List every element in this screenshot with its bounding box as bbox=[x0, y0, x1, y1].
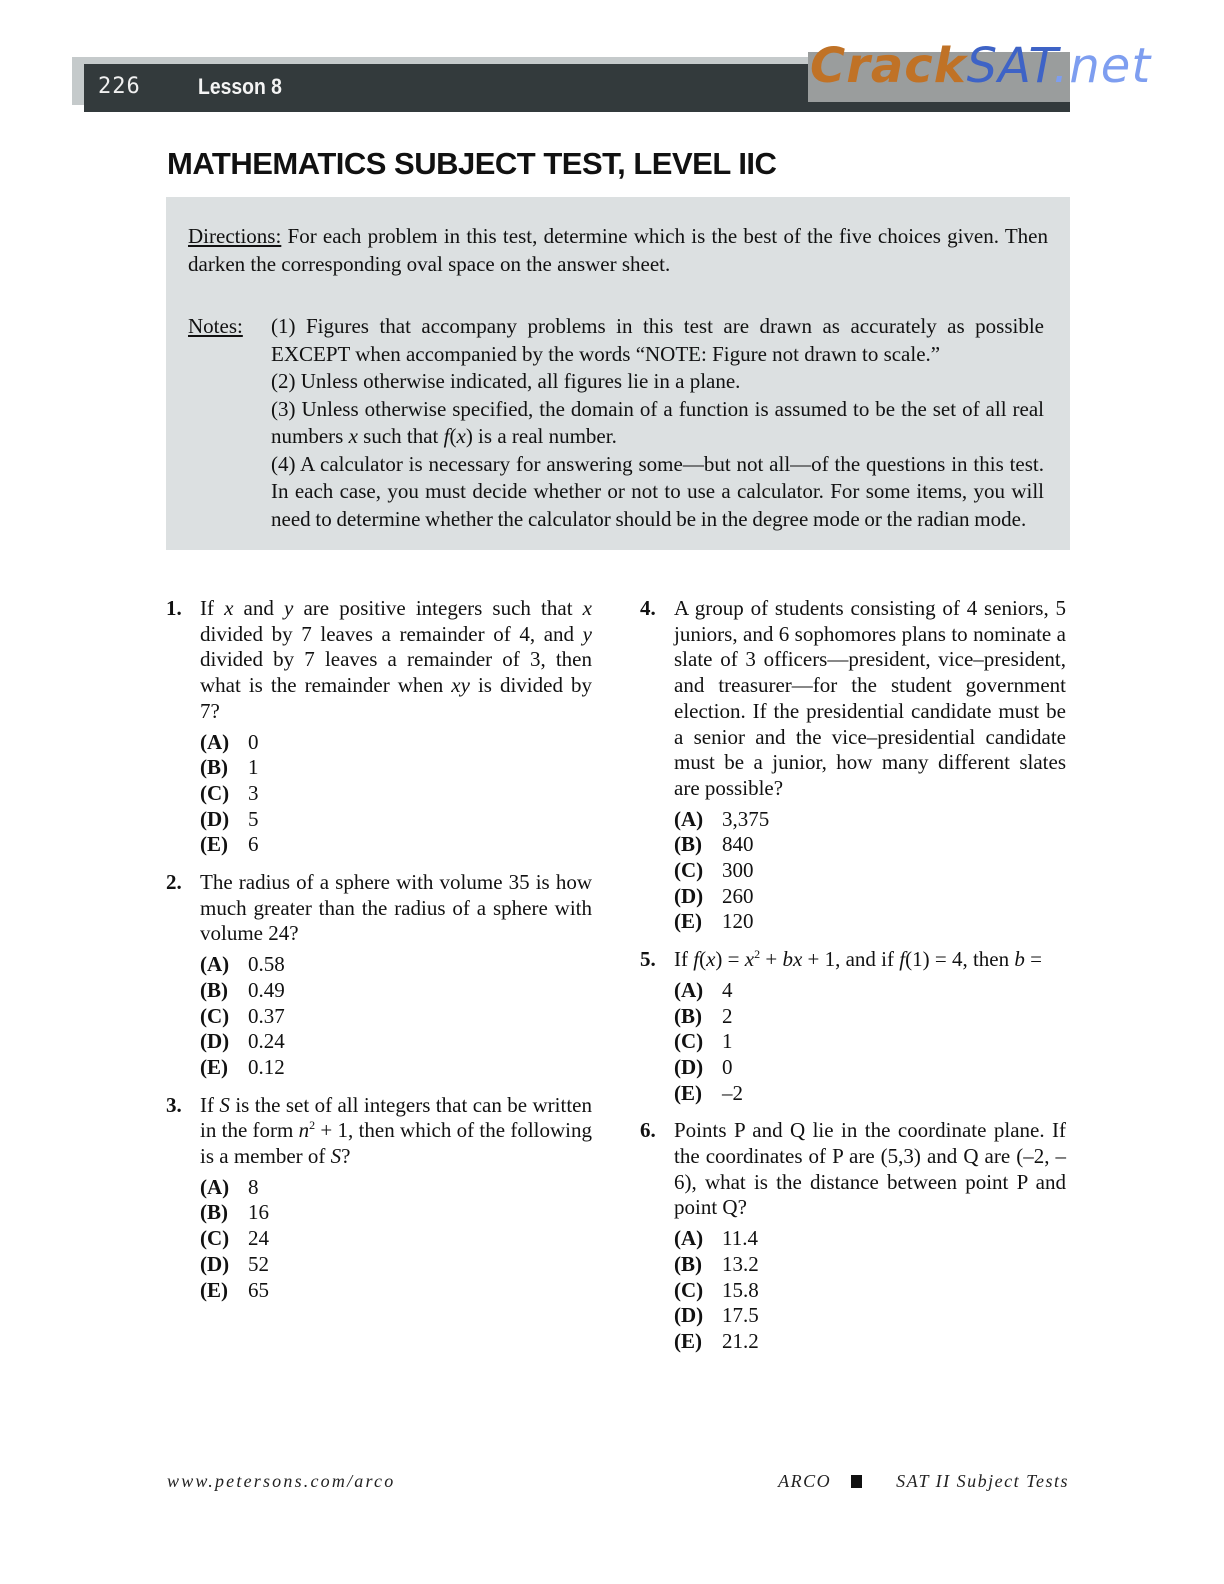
choice-letter: (B) bbox=[674, 1003, 702, 1028]
answer-choices bbox=[674, 807, 1070, 936]
square-bullet-icon bbox=[851, 1475, 862, 1488]
question-text: If S is the set of all integers that can be written in the form $n^2 + 1$, then which of the following is a member of S? bbox=[200, 1092, 592, 1169]
question-5 bbox=[640, 947, 1070, 1106]
footer-publisher: ARCO bbox=[778, 1471, 832, 1491]
choice-letter: (E) bbox=[674, 1328, 702, 1353]
choice-value: 6 bbox=[248, 832, 259, 857]
question-number: 1. bbox=[166, 596, 182, 620]
answer-choice bbox=[200, 755, 596, 781]
choice-value: 24 bbox=[248, 1226, 269, 1251]
answer-choice bbox=[674, 1226, 1070, 1252]
choice-letter: (C) bbox=[674, 1277, 704, 1302]
choice-value: 260 bbox=[722, 883, 754, 908]
answer-choice bbox=[200, 952, 596, 978]
answer-choices bbox=[674, 1226, 1070, 1355]
choice-letter: (B) bbox=[200, 977, 228, 1002]
choice-value: 0.24 bbox=[248, 1029, 285, 1054]
choice-letter: (B) bbox=[200, 1200, 228, 1225]
footer-url: www.petersons.com/arco bbox=[167, 1471, 396, 1491]
choice-value: 15.8 bbox=[722, 1277, 759, 1302]
answer-choice bbox=[674, 1081, 1070, 1107]
answer-choice bbox=[674, 978, 1070, 1004]
answer-choices bbox=[200, 1175, 596, 1304]
questions-right-column bbox=[640, 596, 1070, 1363]
choice-letter: (D) bbox=[674, 1303, 704, 1328]
answer-choice bbox=[674, 884, 1070, 910]
choice-letter: (B) bbox=[200, 755, 228, 780]
question-2 bbox=[166, 870, 596, 1081]
page-title: MATHEMATICS SUBJECT TEST, LEVEL IIC bbox=[167, 146, 777, 181]
watermark-logo bbox=[810, 38, 1151, 94]
question-6 bbox=[640, 1118, 1070, 1354]
choice-value: 1 bbox=[722, 1029, 733, 1054]
question-number: 4. bbox=[640, 596, 656, 620]
answer-choice bbox=[674, 858, 1070, 884]
answer-choice bbox=[674, 807, 1070, 833]
choice-letter: (A) bbox=[674, 977, 704, 1002]
question-text: If x and y are positive integers such that x divided by 7 leaves a remainder of 4, and y divided by 7 leaves a remainder of 3, then what is the remainder when xy is divided by 7? bbox=[200, 596, 592, 723]
choice-letter: (B) bbox=[674, 832, 702, 857]
choice-value: 11.4 bbox=[722, 1226, 758, 1251]
choice-letter: (A) bbox=[200, 1174, 230, 1199]
answer-choice bbox=[674, 1029, 1070, 1055]
choice-letter: (E) bbox=[200, 1277, 228, 1302]
question-3 bbox=[166, 1093, 596, 1304]
watermark-part-crack: Crack bbox=[810, 38, 967, 94]
answer-choice bbox=[200, 978, 596, 1004]
note-item: (3) Unless otherwise specified, the domain of a function is assumed to be the set of all real numbers x such that f(x) is a real number. bbox=[271, 396, 1044, 448]
question-number: 5. bbox=[640, 947, 656, 972]
choice-value: 13.2 bbox=[722, 1251, 759, 1276]
choice-value: 840 bbox=[722, 832, 754, 857]
question-text: The radius of a sphere with volume 35 is how much greater than the radius of a sphere with volume 24? bbox=[200, 870, 592, 946]
question-number: 3. bbox=[166, 1092, 182, 1117]
answer-choice bbox=[200, 832, 596, 858]
choice-value: 17.5 bbox=[722, 1303, 759, 1328]
answer-choices bbox=[200, 952, 596, 1081]
choice-letter: (A) bbox=[200, 729, 230, 754]
choice-letter: (C) bbox=[200, 1226, 230, 1251]
choice-letter: (D) bbox=[200, 1029, 230, 1054]
watermark-part-net: .net bbox=[1053, 38, 1152, 94]
choice-letter: (A) bbox=[674, 806, 704, 831]
choice-value: 120 bbox=[722, 909, 754, 934]
note-item: (4) A calculator is necessary for answering some—but not all—of the questions in this test. In each case, you must decide whether or not to use a calculator. For some items, you will need to determine whether the calculator should be in the degree mode or the radian mode. bbox=[271, 451, 1044, 531]
choice-letter: (E) bbox=[200, 1054, 228, 1079]
answer-choices bbox=[200, 730, 596, 859]
choice-letter: (A) bbox=[200, 952, 230, 977]
note-item: (2) Unless otherwise indicated, all figures lie in a plane. bbox=[271, 369, 741, 393]
answer-choice bbox=[200, 1278, 596, 1304]
choice-letter: (E) bbox=[200, 832, 228, 857]
directions-label: Directions: bbox=[188, 224, 282, 248]
watermark-part-sat: SAT bbox=[966, 38, 1054, 94]
answer-choice bbox=[674, 1004, 1070, 1030]
choice-letter: (E) bbox=[674, 909, 702, 934]
choice-value: 300 bbox=[722, 858, 754, 883]
answer-choice bbox=[200, 781, 596, 807]
choice-letter: (D) bbox=[200, 806, 230, 831]
notes-list bbox=[271, 313, 1044, 533]
choice-value: 1 bbox=[248, 755, 259, 780]
answer-choice bbox=[674, 1055, 1070, 1081]
choice-value: 2 bbox=[722, 1003, 733, 1028]
choice-letter: (B) bbox=[674, 1251, 702, 1276]
page-number: 226 bbox=[98, 74, 141, 99]
answer-choice bbox=[674, 909, 1070, 935]
choice-value: 0 bbox=[248, 729, 259, 754]
question-text: Points P and Q lie in the coordinate plane. If the coordinates of P are (5,3) and Q are (–2, –6), what is the distance between point P and point Q? bbox=[674, 1118, 1066, 1220]
choice-value: 3,375 bbox=[722, 806, 770, 831]
choice-value: 65 bbox=[248, 1277, 269, 1302]
question-number: 6. bbox=[640, 1118, 656, 1143]
choice-value: 0 bbox=[722, 1054, 733, 1079]
choice-letter: (C) bbox=[674, 858, 704, 883]
answer-choice bbox=[674, 1278, 1070, 1304]
choice-value: 0.12 bbox=[248, 1054, 285, 1079]
choice-value: 0.49 bbox=[248, 977, 285, 1002]
choice-value: 8 bbox=[248, 1174, 259, 1199]
answer-choice bbox=[200, 1226, 596, 1252]
question-text: A group of students consisting of 4 seniors, 5 juniors, and 6 sophomores plans to nominate a slate of 3 officers—president, vice–president, and treasurer—for the student government election. If the presidential candidate must be a senior and the vice–presidential candidate must be a junior, how many different slates are possible? bbox=[674, 596, 1066, 800]
answer-choice bbox=[674, 1303, 1070, 1329]
answer-choice bbox=[200, 730, 596, 756]
answer-choice bbox=[200, 1175, 596, 1201]
choice-value: 0.37 bbox=[248, 1003, 285, 1028]
answer-choice bbox=[200, 1200, 596, 1226]
directions bbox=[188, 222, 1048, 278]
answer-choice bbox=[200, 807, 596, 833]
footer-series-title: SAT II Subject Tests bbox=[896, 1471, 1069, 1491]
note-item: (1) Figures that accompany problems in this test are drawn as accurately as possible EXCEPT when accompanied by the words “NOTE: Figure not drawn to scale.” bbox=[271, 314, 1044, 366]
choice-letter: (C) bbox=[200, 1003, 230, 1028]
choice-value: 4 bbox=[722, 977, 733, 1002]
answer-choice bbox=[200, 1004, 596, 1030]
choice-letter: (C) bbox=[674, 1029, 704, 1054]
answer-choice bbox=[674, 1252, 1070, 1278]
footer-series bbox=[778, 1471, 1069, 1492]
choice-letter: (D) bbox=[674, 1054, 704, 1079]
answer-choice bbox=[200, 1252, 596, 1278]
directions-text: For each problem in this test, determine which is the best of the five choices given. Then darken the corresponding oval space on the answer sheet. bbox=[188, 224, 1048, 276]
question-4 bbox=[640, 596, 1070, 935]
answer-choice bbox=[674, 1329, 1070, 1355]
answer-choice bbox=[200, 1055, 596, 1081]
choice-value: 16 bbox=[248, 1200, 269, 1225]
choice-letter: (C) bbox=[200, 780, 230, 805]
question-text: If $f(x) = x^2$ + bx + 1, and if f(1) = 4, then b = bbox=[674, 947, 1042, 972]
notes-label: Notes: bbox=[188, 314, 243, 338]
choice-letter: (D) bbox=[674, 883, 704, 908]
choice-value: 0.58 bbox=[248, 952, 285, 977]
choice-value: 52 bbox=[248, 1251, 269, 1276]
answer-choice bbox=[200, 1029, 596, 1055]
choice-value: 3 bbox=[248, 780, 259, 805]
answer-choices bbox=[674, 978, 1070, 1107]
choice-value: –2 bbox=[722, 1080, 743, 1105]
questions-left-column bbox=[166, 596, 596, 1311]
lesson-label: Lesson 8 bbox=[198, 74, 282, 99]
question-1 bbox=[166, 596, 596, 858]
choice-letter: (D) bbox=[200, 1251, 230, 1276]
choice-value: 5 bbox=[248, 806, 259, 831]
choice-letter: (A) bbox=[674, 1226, 704, 1251]
question-number: 2. bbox=[166, 870, 182, 895]
choice-value: 21.2 bbox=[722, 1328, 759, 1353]
answer-choice bbox=[674, 832, 1070, 858]
choice-letter: (E) bbox=[674, 1080, 702, 1105]
